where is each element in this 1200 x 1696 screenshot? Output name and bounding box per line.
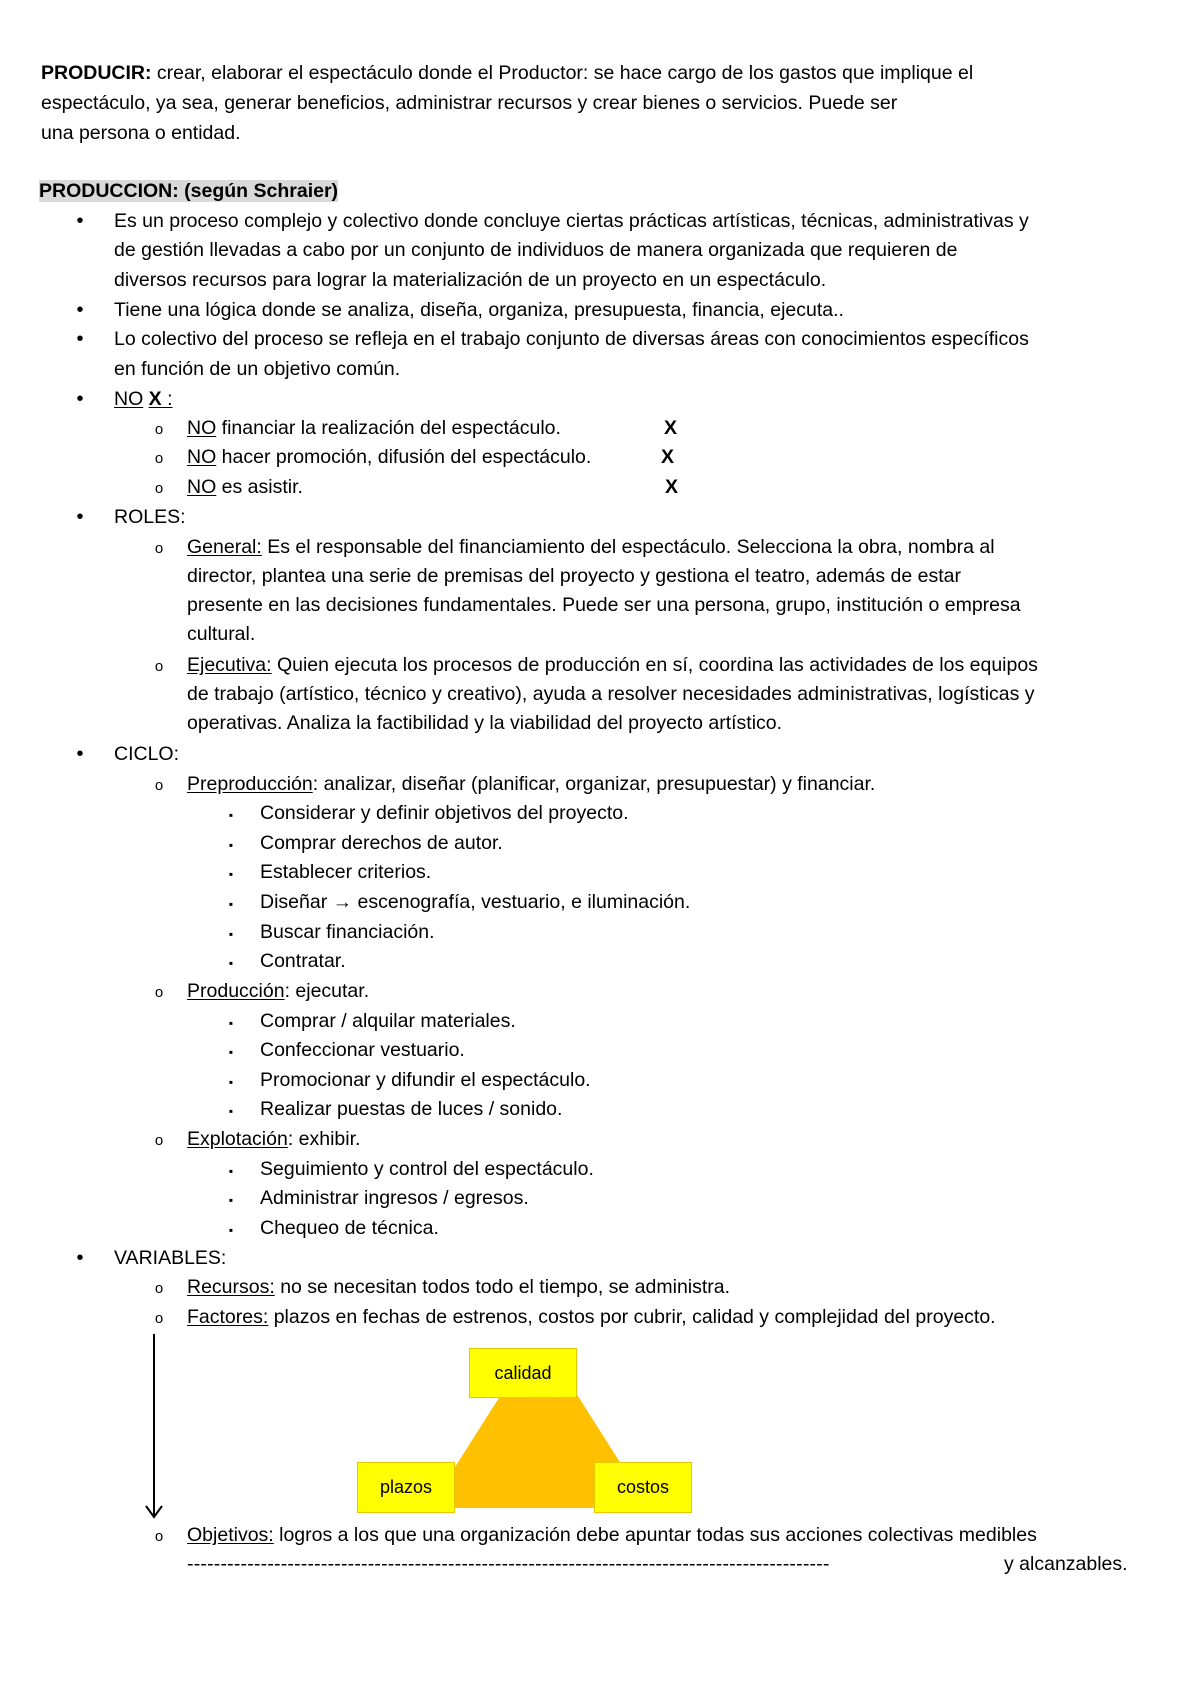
bullet-2: Tiene una lógica donde se analiza, diseña, organiza, presupuesta, financia, ejecuta.. — [114, 299, 844, 321]
no-item-3 — [187, 473, 303, 501]
prod-item: Realizar puestas de luces / sonido. — [260, 1098, 563, 1120]
no-item-3-text: es asistir. — [216, 476, 303, 498]
bullet-icon — [73, 1244, 87, 1272]
square-bullet-icon — [224, 799, 238, 829]
ciclo-prod — [187, 977, 369, 1005]
no-item-1-text: financiar la realización del espectáculo. — [216, 417, 561, 439]
bullet-1-line-1: Es un proceso complejo y colectivo donde concluye ciertas prácticas artísticas, técnicas, administrativas y — [114, 210, 1029, 232]
var-factores — [187, 1303, 996, 1331]
role-general-text-1: Es el responsable del financiamiento del espectáculo. Selecciona la obra, nombra al — [261, 536, 995, 558]
circle-bullet-icon — [152, 1125, 166, 1155]
section-title — [39, 177, 338, 205]
no-x-no: NO — [114, 388, 144, 410]
circle-bullet-icon — [152, 473, 166, 503]
roles-label: ROLES: — [114, 506, 186, 528]
intro-label: PRODUCIR: — [41, 62, 152, 84]
bullet-icon — [73, 207, 87, 235]
ciclo-exp-label: Explotación — [187, 1128, 288, 1150]
bullet-3-line-2: en función de un objetivo común. — [114, 358, 401, 380]
pre-item: Buscar financiación. — [260, 921, 435, 943]
x-mark-3: X — [665, 476, 679, 498]
var-factores-text: plazos en fechas de estrenos, costos por cubrir, calidad y complejidad del proyecto. — [268, 1306, 996, 1328]
square-bullet-icon — [224, 1184, 238, 1214]
no-item-1 — [187, 414, 561, 442]
factor-box-plazos: plazos — [357, 1462, 455, 1513]
circle-bullet-icon — [152, 1303, 166, 1333]
square-bullet-icon — [224, 947, 238, 977]
role-ejecutiva-label: Ejecutiva: — [187, 654, 272, 676]
prod-item: Comprar / alquilar materiales. — [260, 1010, 516, 1032]
bullet-icon — [73, 503, 87, 531]
ciclo-prod-label: Producción — [187, 980, 285, 1002]
no-x-x: X — [148, 388, 162, 410]
exp-item: Seguimiento y control del espectáculo. — [260, 1158, 594, 1180]
circle-bullet-icon — [152, 533, 166, 563]
no-item-3-no: NO — [187, 476, 217, 498]
no-item-1-no: NO — [187, 417, 217, 439]
square-bullet-icon — [224, 1066, 238, 1096]
square-bullet-icon — [224, 888, 238, 918]
bullet-1-line-3: diversos recursos para lograr la materialización de un proyecto en un espectáculo. — [114, 269, 827, 291]
var-objetivos-end: y alcanzables. — [1004, 1553, 1128, 1575]
role-ejecutiva-line-2: de trabajo (artístico, técnico y creativo), ayuda a resolver necesidades administrativas, logísticas y — [187, 683, 1035, 705]
square-bullet-icon — [224, 918, 238, 948]
square-bullet-icon — [224, 829, 238, 859]
var-recursos-label: Recursos: — [187, 1276, 275, 1298]
intro-text-1: crear, elaborar el espectáculo donde el Productor: se hace cargo de los gastos que implique el — [151, 62, 974, 84]
circle-bullet-icon — [152, 651, 166, 681]
bullet-icon — [73, 296, 87, 324]
ciclo-exp-text: : exhibir. — [287, 1128, 361, 1150]
circle-bullet-icon — [152, 414, 166, 444]
square-bullet-icon — [224, 1214, 238, 1244]
no-item-2-no: NO — [187, 446, 217, 468]
section-title-text: PRODUCCION: (según Schraier) — [39, 180, 339, 202]
var-recursos — [187, 1273, 730, 1301]
pre-item: Establecer criterios. — [260, 861, 432, 883]
bullet-icon — [73, 325, 87, 353]
pre-item: Comprar derechos de autor. — [260, 832, 503, 854]
intro-line-3: una persona o entidad. — [41, 122, 241, 144]
variables-label: VARIABLES: — [114, 1247, 227, 1269]
circle-bullet-icon — [152, 443, 166, 473]
no-item-2-text: hacer promoción, difusión del espectáculo. — [216, 446, 592, 468]
ciclo-pre — [187, 770, 875, 798]
role-ejecutiva-line-1 — [187, 651, 1038, 679]
bullet-icon — [73, 385, 87, 413]
exp-item: Administrar ingresos / egresos. — [260, 1187, 529, 1209]
exp-item: Chequeo de técnica. — [260, 1217, 439, 1239]
dash-line: ------------------------------------------------------------------------------------------------ — [187, 1553, 830, 1575]
factor-box-calidad: calidad — [469, 1348, 577, 1398]
circle-bullet-icon — [152, 1521, 166, 1551]
no-x-label — [114, 385, 173, 413]
prod-item: Confeccionar vestuario. — [260, 1039, 465, 1061]
role-ejecutiva-text-1: Quien ejecuta los procesos de producción en sí, coordina las actividades de los equipos — [271, 654, 1038, 676]
role-general-line-4: cultural. — [187, 623, 256, 645]
square-bullet-icon — [224, 858, 238, 888]
circle-bullet-icon — [152, 770, 166, 800]
square-bullet-icon — [224, 1007, 238, 1037]
bullet-3-line-1: Lo colectivo del proceso se refleja en el trabajo conjunto de diversas áreas con conocimientos específicos — [114, 328, 1029, 350]
square-bullet-icon — [224, 1095, 238, 1125]
square-bullet-icon — [224, 1036, 238, 1066]
role-general-label: General: — [187, 536, 262, 558]
ciclo-pre-label: Preproducción — [187, 773, 313, 795]
role-general-line-1 — [187, 533, 995, 561]
circle-bullet-icon — [152, 977, 166, 1007]
pre-item: Contratar. — [260, 950, 346, 972]
x-mark-2: X — [661, 446, 675, 468]
bullet-1-line-2: de gestión llevadas a cabo por un conjunto de individuos de manera organizada que requieren de — [114, 239, 958, 261]
pre-item: Diseñar → escenografía, vestuario, e iluminación. — [260, 891, 691, 913]
role-general-line-3: presente en las decisiones fundamentales. Puede ser una persona, grupo, institución o empresa — [187, 594, 1021, 616]
var-objetivos-label: Objetivos: — [187, 1524, 274, 1546]
var-factores-label: Factores: — [187, 1306, 269, 1328]
no-item-2 — [187, 443, 591, 471]
bullet-icon — [73, 740, 87, 768]
ciclo-exp — [187, 1125, 360, 1153]
circle-bullet-icon — [152, 1273, 166, 1303]
factor-box-costos: costos — [594, 1462, 692, 1513]
var-objetivos-text: logros a los que una organización debe apuntar todas sus acciones colectivas medibles — [273, 1524, 1037, 1546]
ciclo-pre-text: : analizar, diseñar (planificar, organizar, presupuestar) y financiar. — [312, 773, 876, 795]
prod-item: Promocionar y difundir el espectáculo. — [260, 1069, 591, 1091]
pre-item: Considerar y definir objetivos del proyecto. — [260, 802, 629, 824]
ciclo-label: CICLO: — [114, 743, 180, 765]
var-objetivos — [187, 1521, 1037, 1549]
intro-line-2: espectáculo, ya sea, generar beneficios, administrar recursos y crear bienes o servicios. Puede ser — [41, 92, 898, 114]
intro-line-1 — [41, 59, 973, 87]
square-bullet-icon — [224, 1155, 238, 1185]
down-arrow-icon — [143, 1334, 165, 1520]
x-mark-1: X — [664, 417, 678, 439]
role-general-line-2: director, plantea una serie de premisas del proyecto y gestiona el teatro, además de estar — [187, 565, 961, 587]
ciclo-prod-text: : ejecutar. — [284, 980, 370, 1002]
role-ejecutiva-line-3: operativas. Analiza la factibilidad y la viabilidad del proyecto artístico. — [187, 712, 783, 734]
no-x-colon: : — [161, 388, 173, 410]
var-recursos-text: no se necesitan todos todo el tiempo, se administra. — [274, 1276, 731, 1298]
